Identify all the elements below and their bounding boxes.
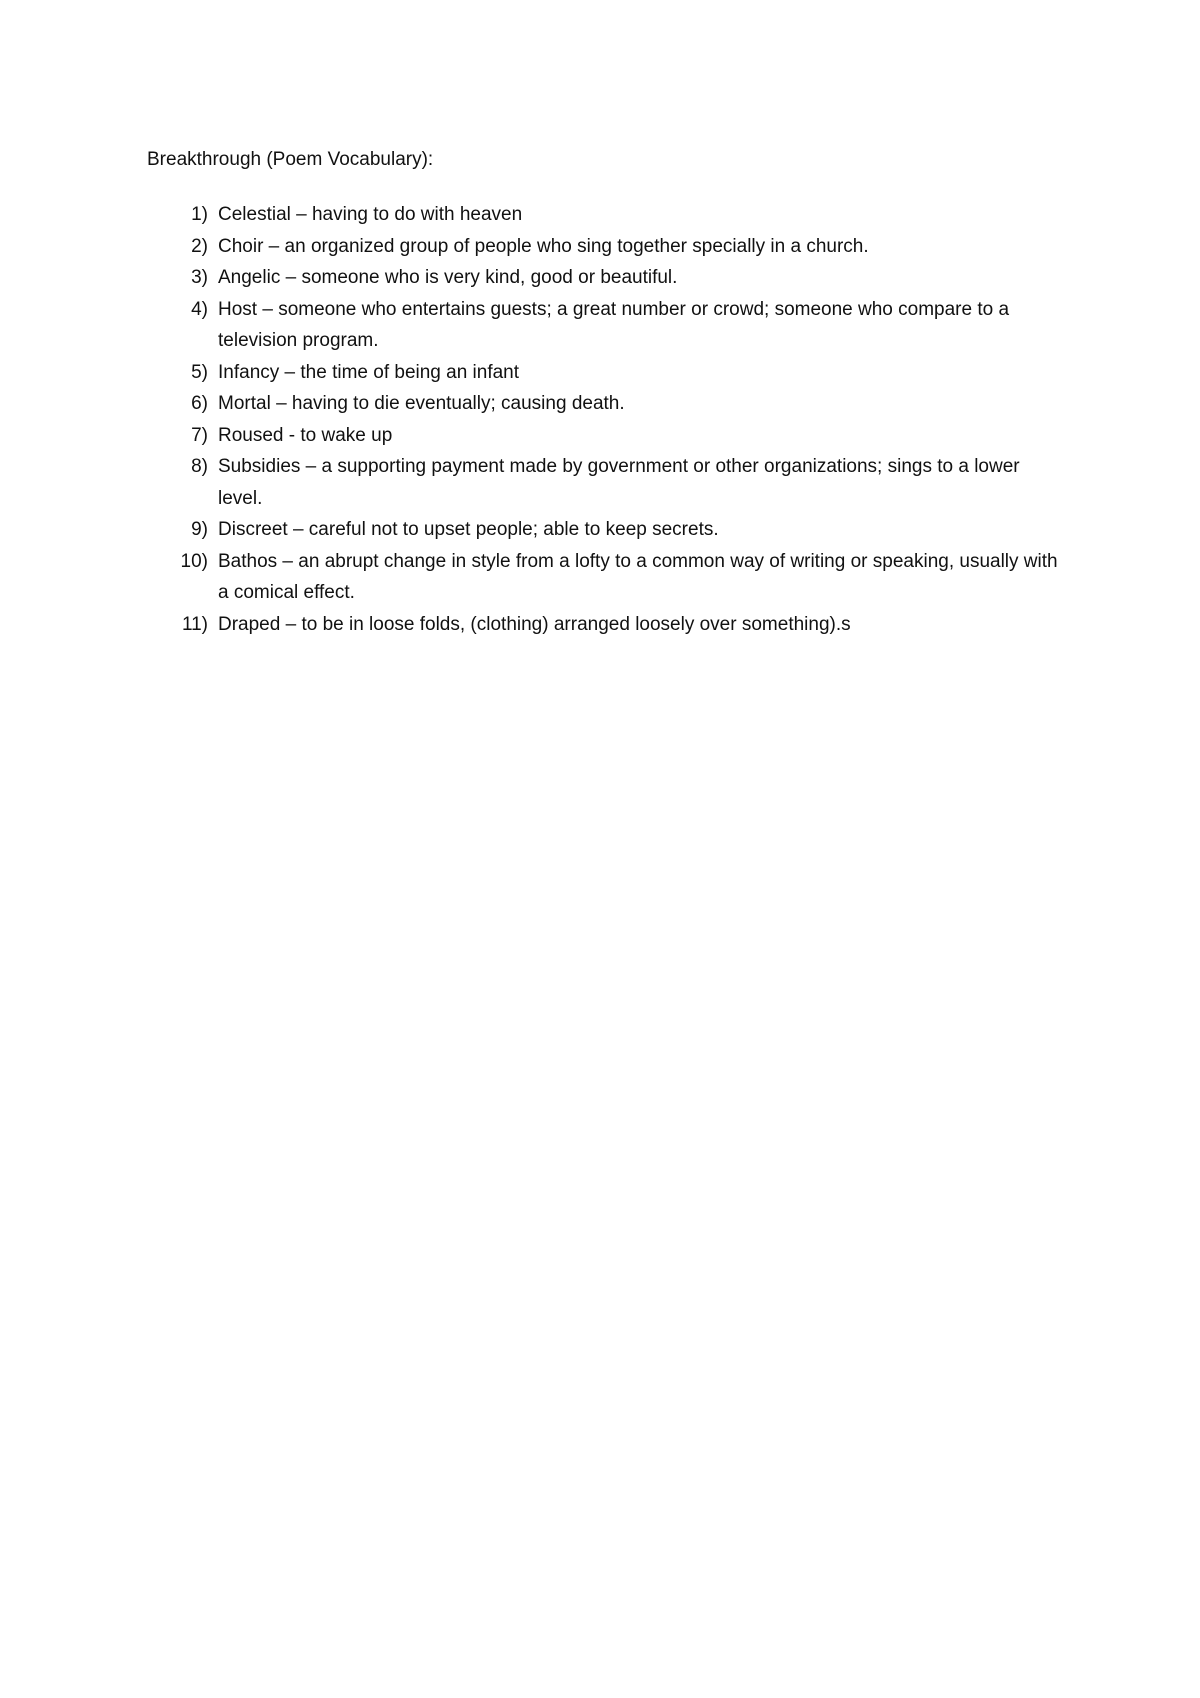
item-definition: Angelic – someone who is very kind, good or beautiful. — [218, 267, 678, 288]
item-definition: Subsidies – a supporting payment made by government or other organizations; sings to a lower level. — [218, 456, 1020, 509]
list-item — [168, 514, 1068, 546]
list-item — [168, 451, 1068, 514]
document-title: Breakthrough (Poem Vocabulary): — [147, 149, 434, 170]
list-item — [168, 388, 1068, 420]
list-item — [168, 609, 1068, 641]
item-number: 1) — [191, 204, 208, 225]
item-number: 3) — [191, 267, 208, 288]
item-definition: Draped – to be in loose folds, (clothing) arranged loosely over something).s — [218, 613, 851, 635]
item-number: 8) — [191, 456, 208, 477]
item-number: 9) — [191, 519, 208, 540]
item-number: 7) — [191, 424, 208, 446]
item-definition: Celestial – having to do with heaven — [218, 204, 523, 225]
item-number: 10) — [180, 550, 208, 572]
item-number: 11) — [181, 613, 208, 635]
list-item — [168, 420, 1068, 452]
item-definition: Host – someone who entertains guests; a great number or crowd; someone who compare to a television program. — [218, 298, 1010, 351]
item-number: 4) — [191, 298, 208, 320]
item-number: 5) — [191, 361, 208, 383]
list-item — [168, 231, 1068, 263]
list-item — [168, 199, 1068, 231]
item-definition: Bathos – an abrupt change in style from a lofty to a common way of writing or speaking, usually with a comical effect. — [218, 550, 1058, 603]
item-definition: Choir – an organized group of people who sing together specially in a church. — [218, 235, 869, 257]
item-number: 6) — [191, 393, 208, 414]
list-item — [168, 357, 1068, 389]
list-item — [168, 262, 1068, 294]
item-definition: Roused - to wake up — [218, 424, 393, 446]
item-definition: Mortal – having to die eventually; causing death. — [218, 393, 625, 414]
vocabulary-list — [168, 199, 1068, 640]
item-definition: Infancy – the time of being an infant — [218, 361, 520, 383]
item-number: 2) — [191, 235, 208, 257]
list-item — [168, 294, 1068, 357]
item-definition: Discreet – careful not to upset people; able to keep secrets. — [218, 519, 719, 540]
list-item — [168, 546, 1068, 609]
